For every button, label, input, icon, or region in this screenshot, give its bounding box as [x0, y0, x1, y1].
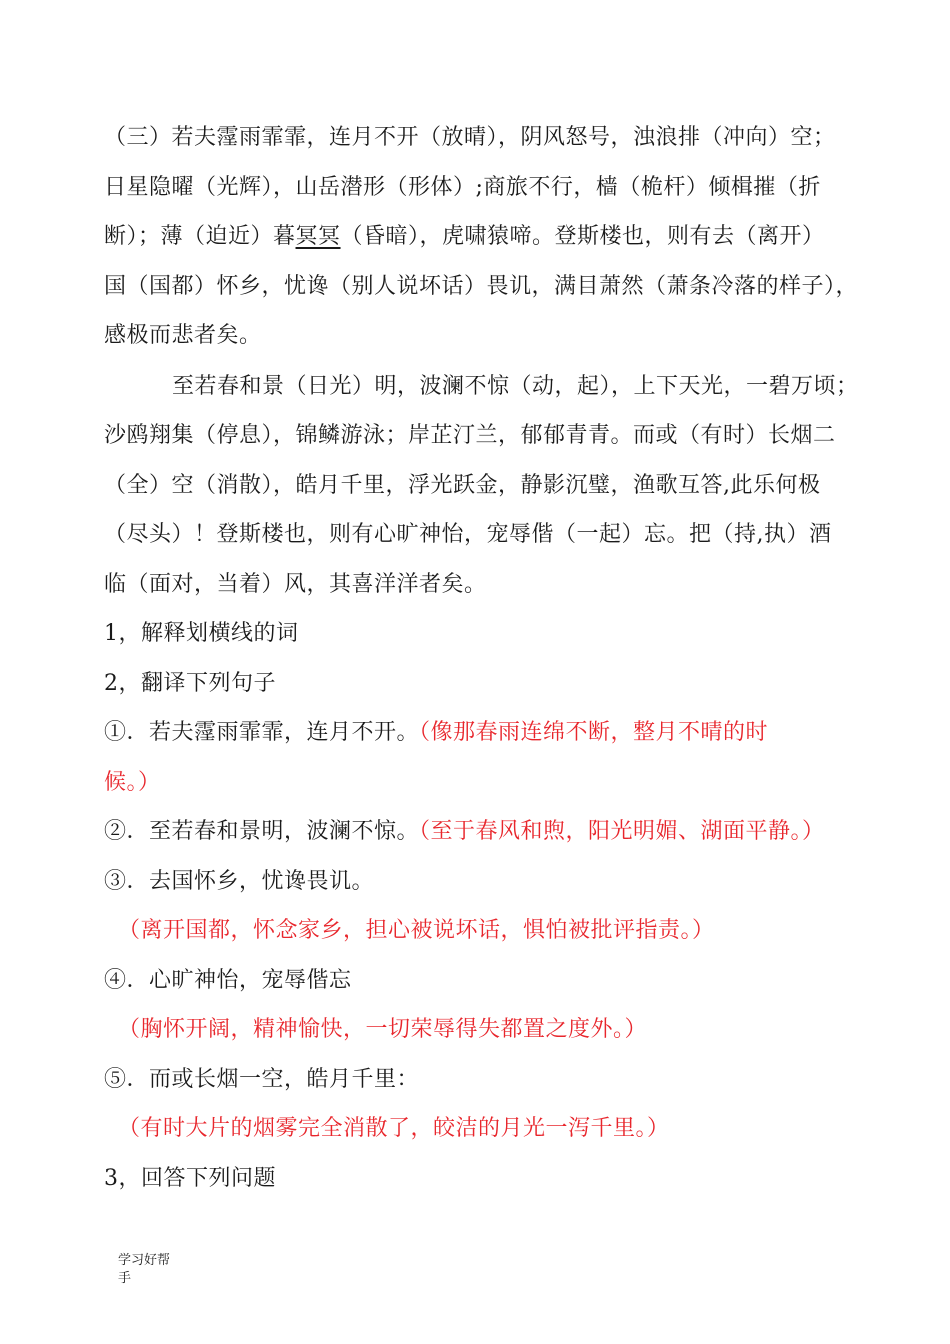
passage-line-4: 国（国都）怀乡，忧谗（别人说坏话）畏讥，满目萧然（萧条冷落的样子）， [104, 274, 859, 299]
sentence-4: ④．心旷神怡，宠辱偕忘 [104, 968, 352, 993]
passage-line-3-a: 断）；薄（迫近）暮 [104, 224, 296, 249]
page-footer [118, 1252, 178, 1288]
sentence-3: ③．去国怀乡，忧谗畏讥。 [104, 869, 375, 894]
answer-2: （至于春风和煦，阳光明媚、湖面平静。） [419, 819, 825, 844]
passage-line-9: （尽头）！登斯楼也，则有心旷神怡，宠辱偕（一起）忘。把（持,执）酒 [104, 522, 832, 547]
answer-3: （离开国都，怀念家乡，担心被说坏话，惧怕被批评指责。） [118, 918, 715, 943]
sentence-1-text: ①．若夫霪雨霏霏，连月不开。 [104, 720, 420, 745]
passage-line-7: 沙鸥翔集（停息），锦鳞游泳；岸芷汀兰，郁郁青青。而或（有时）长烟二 [104, 423, 836, 448]
sentence-2 [104, 817, 864, 847]
sentence-5: ⑤．而或长烟一空，皓月千里： [104, 1067, 420, 1092]
answer-1-part-a: （像那春雨连绵不断，整月不晴的时 [419, 720, 769, 745]
passage-line-1: （三）若夫霪雨霏霏，连月不开（放晴），阴风怒号，浊浪排（冲向）空； [104, 125, 836, 150]
answer-5: （有时大片的烟雾完全消散了，皎洁的月光一泻千里。） [118, 1116, 670, 1141]
question-1: 1，解释划横线的词 [104, 621, 299, 646]
sentence-2-text: ②．至若春和景明，波澜不惊。 [104, 819, 420, 844]
question-2: 2，翻译下列句子 [104, 671, 276, 696]
passage-line-8: （全）空（消散），皓月千里，浮光跃金，静影沉璧，渔歌互答,此乐何极 [104, 473, 821, 498]
passage-line-5: 感极而悲者矣。 [104, 323, 262, 348]
passage-line-3 [104, 222, 864, 252]
passage-line-6: 至若春和景（日光）明，波澜不惊（动，起），上下天光，一碧万顷； [172, 374, 859, 399]
answer-1-part-b: 候。） [104, 770, 161, 795]
footer-line-2: 手 [118, 1271, 132, 1286]
passage-line-10: 临（面对，当着）风，其喜洋洋者矣。 [104, 572, 487, 597]
underlined-word: 冥冥 [295, 224, 341, 249]
passage-line-2: 日星隐曜（光辉），山岳潜形（形体）;商旅不行，樯（桅杆）倾楫摧（折 [104, 175, 821, 200]
sentence-1 [104, 718, 864, 748]
question-3: 3，回答下列问题 [104, 1166, 276, 1191]
footer-line-1: 学习好帮 [118, 1253, 171, 1268]
passage-line-3-b: （昏暗），虎啸猿啼。登斯楼也，则有去（离开） [340, 224, 825, 249]
answer-4: （胸怀开阔，精神愉快，一切荣辱得失都置之度外。） [118, 1017, 648, 1042]
